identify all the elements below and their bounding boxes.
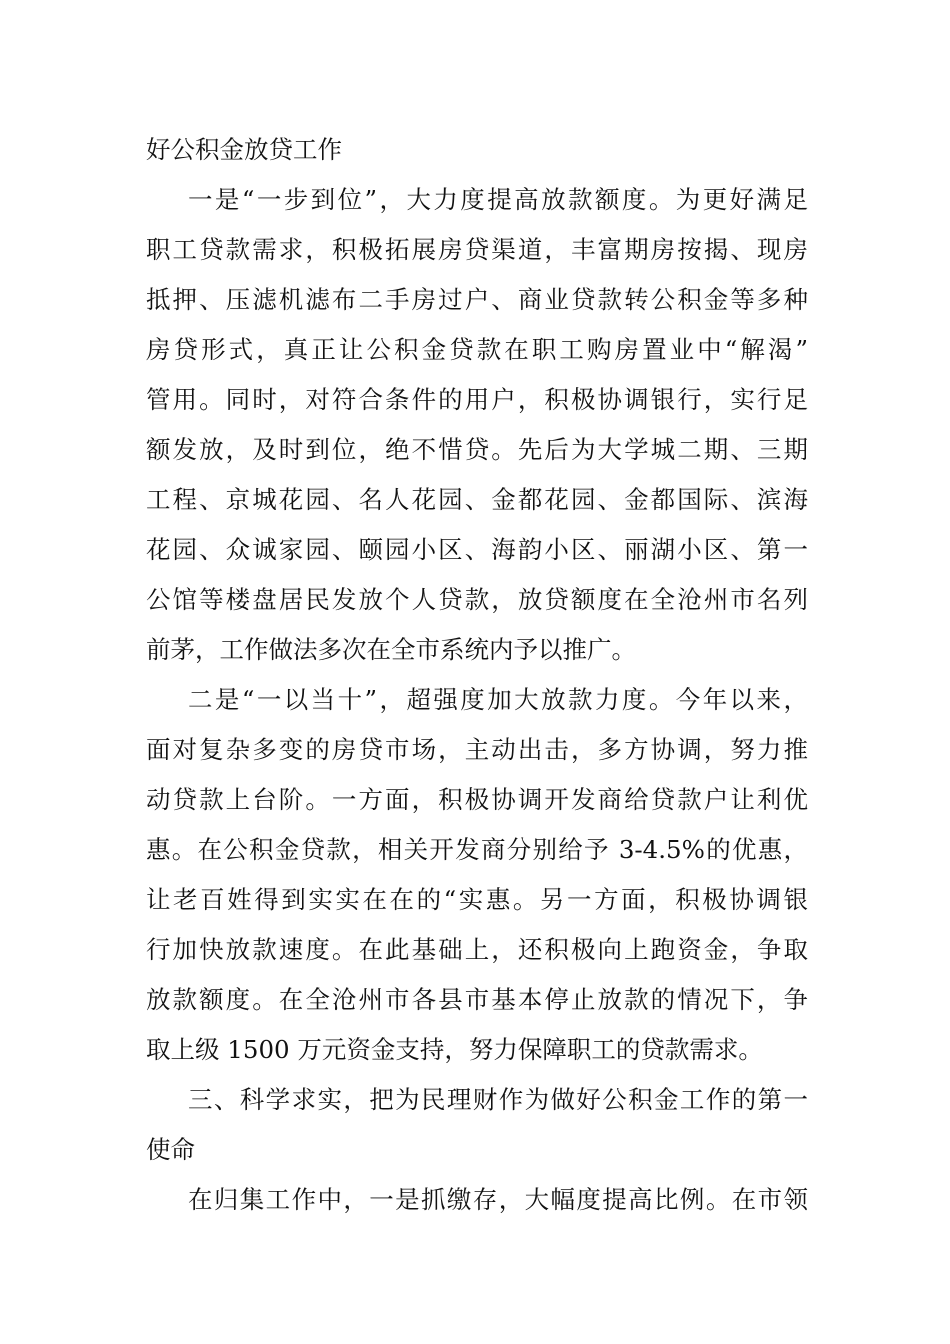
text-line-18: 放款额度。在全沧州市各县市基本停止放款的情况下，争 bbox=[146, 985, 808, 1014]
text-line-14: 动贷款上台阶。一方面，积极协调开发商给贷款户让利优 bbox=[146, 785, 808, 814]
text-line-5: 房贷形式，真正让公积金贷款在职工购房置业中“解渴” bbox=[146, 335, 808, 364]
text-line-12: 二是“一以当十”，超强度加大放款力度。今年以来， bbox=[188, 685, 808, 714]
text-line-20: 三、科学求实，把为民理财作为做好公积金工作的第一 bbox=[188, 1085, 808, 1114]
text-line-13: 面对复杂多变的房贷市场，主动出击，多方协调，努力推 bbox=[146, 735, 808, 764]
text-line-4: 抵押、压滤机滤布二手房过户、商业贷款转公积金等多种 bbox=[146, 285, 808, 314]
text-line-11: 前茅，工作做法多次在全市系统内予以推广。 bbox=[146, 635, 636, 664]
text-line-17: 行加快放款速度。在此基础上，还积极向上跑资金，争取 bbox=[146, 935, 808, 964]
text-line-21: 使命 bbox=[146, 1135, 195, 1164]
text-line-10: 公馆等楼盘居民发放个人贷款，放贷额度在全沧州市名列 bbox=[146, 585, 808, 614]
text-line-2: 一是“一步到位”，大力度提高放款额度。为更好满足 bbox=[188, 185, 808, 214]
text-line-9: 花园、众诚家园、颐园小区、海韵小区、丽湖小区、第一 bbox=[146, 535, 808, 564]
text-line-1: 好公积金放贷工作 bbox=[146, 135, 342, 164]
text-line-7: 额发放，及时到位，绝不惜贷。先后为大学城二期、三期 bbox=[146, 435, 808, 464]
text-line-8: 工程、京城花园、名人花园、金都花园、金都国际、滨海 bbox=[146, 485, 808, 514]
text-line-19: 取上级 1500 万元资金支持，努力保障职工的贷款需求。 bbox=[146, 1035, 763, 1064]
text-line-6: 管用。同时，对符合条件的用户，积极协调银行，实行足 bbox=[146, 385, 808, 414]
text-line-16: 让老百姓得到实实在在的“实惠。另一方面，积极协调银 bbox=[146, 885, 808, 914]
text-line-3: 职工贷款需求，积极拓展房贷渠道，丰富期房按揭、现房 bbox=[146, 235, 808, 264]
text-line-15: 惠。在公积金贷款，相关开发商分别给予 3-4.5%的优惠， bbox=[146, 835, 808, 864]
text-line-22: 在归集工作中，一是抓缴存，大幅度提高比例。在市领 bbox=[188, 1185, 808, 1214]
